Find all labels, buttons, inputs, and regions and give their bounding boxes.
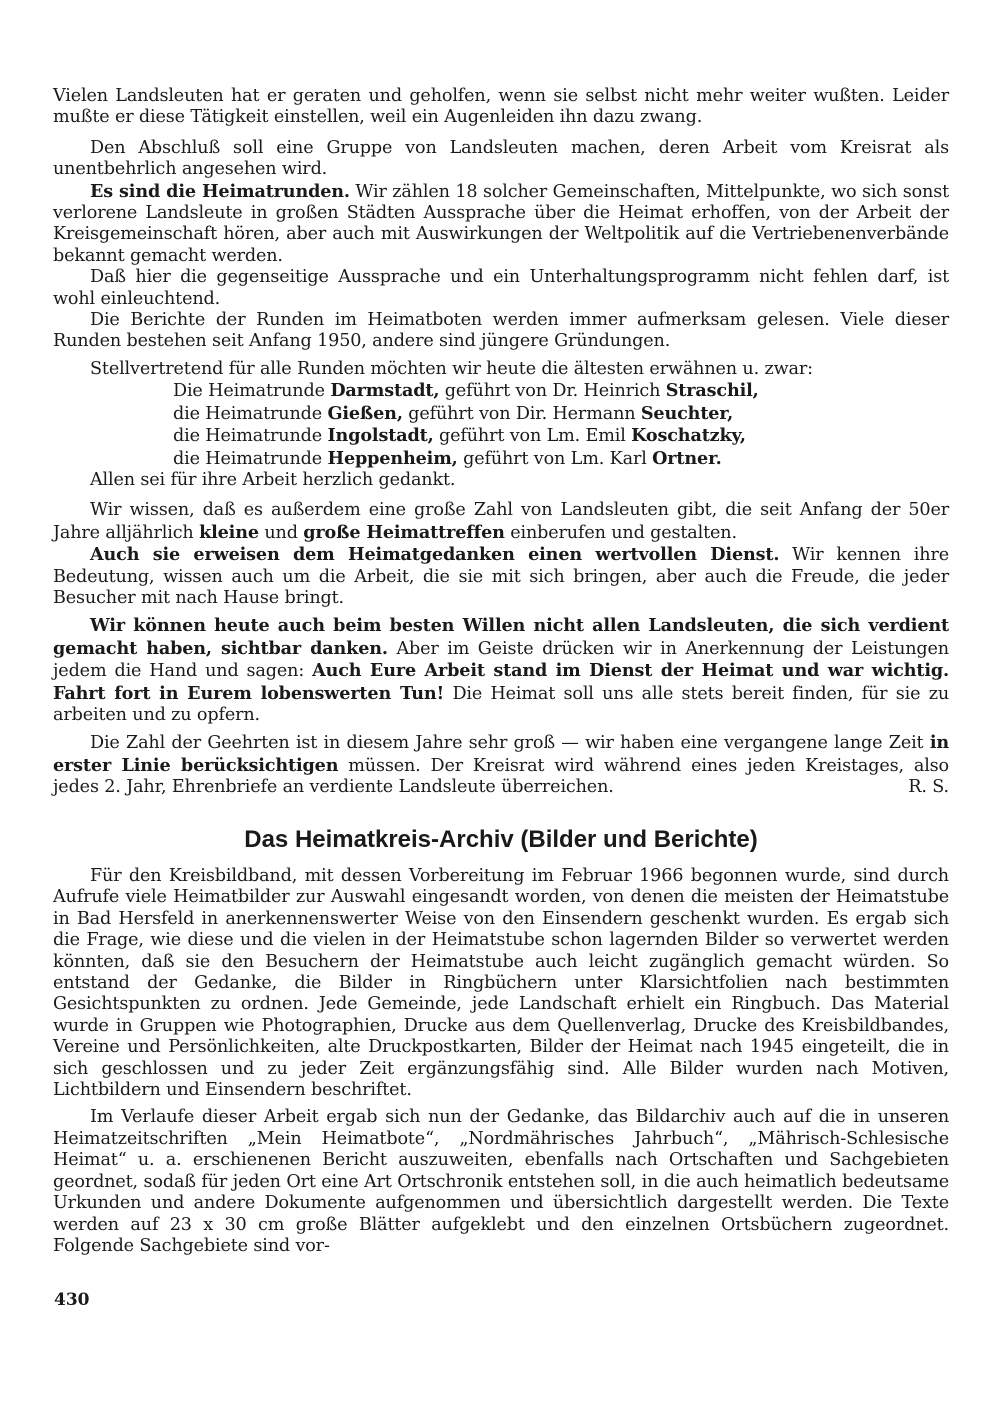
list-item: die Heimatrunde Heppenheim, geführt von Lm. Karl Ortner. xyxy=(173,447,722,469)
paragraph: Allen sei für ihre Arbeit herzlich gedankt. xyxy=(90,469,456,490)
list-item: die Heimatrunde Ingolstadt, geführt von Lm. Emil Koschatzky, xyxy=(173,425,746,447)
paragraph: Daß hier die gegenseitige Aussprache und ein Unterhaltungsprogramm nicht fehlen darf, ist wohl einleuchtend. xyxy=(53,267,949,309)
paragraph: Die Berichte der Runden im Heimatboten werden immer aufmerksam gelesen. Viele dieser Runden bestehen seit Anfang 1950, andere sind jüngere Gründungen. xyxy=(53,310,949,352)
text: Wir zählen 18 solcher Gemeinschaften, Mittelpunkte, wo sich sonst verlorene Landsleute in großen Städten Aussprache über die Heimat erhoffen, von der Arbeit der Kreisgemeinschaft hören, aber auch mit Auswirkungen der Weltpolitik auf die Vertriebenenverbände bekannt gemacht werden. xyxy=(53,181,949,266)
paragraph: Vielen Landsleuten hat er geraten und geholfen, wenn sie selbst nicht mehr weiter wußten. Leider mußte er diese Tätigkeit einstellen, weil ein Augenleiden ihn dazu zwang. xyxy=(53,86,949,128)
bold-text: Es sind die Heimatrunden. xyxy=(90,180,350,202)
paragraph: Den Abschluß soll eine Gruppe von Landsleuten machen, deren Arbeit vom Kreisrat als unentbehrlich angesehen wird. xyxy=(53,137,949,180)
paragraph: Wir wissen, daß es außerdem eine große Zahl von Landsleuten gibt, die seit Anfang der 50er Jahre alljährlich kleine und große Heimattreffen einberufen und gestalten. xyxy=(53,500,949,543)
document-page xyxy=(53,86,949,1257)
paragraph: Im Verlaufe dieser Arbeit ergab sich nun der Gedanke, das Bildarchiv auch auf die in unseren Heimatzeitschriften „Mein Heimatbote“, „Nordmährisches Jahrbuch“, „Mährisch-Schlesische Heimat“ u. a. erschienenen Bericht auszuweiten, ebenfalls nach Ortschaften und Sachgebieten geordnet, sodaß für jeden Ort eine Art Ortschronik entstehen soll, in die auch heimatlich bedeutsame Urkunden und andere Dokumente aufgenommen und übersichtlich dargestellt werden. Die Texte werden auf 23 x 30 cm große Blätter aufgeklebt und den einzelnen Ortsbüchern zugeordnet. Folgende Sachgebiete sind vor- xyxy=(53,1107,949,1256)
section-heading: Das Heimatkreis-Archiv (Bilder und Berichte) xyxy=(244,825,758,853)
paragraph: Stellvertretend für alle Runden möchten wir heute die ältesten erwähnen u. zwar: xyxy=(90,358,813,379)
rounds-list xyxy=(53,380,949,470)
paragraph: Auch sie erweisen dem Heimatgedanken einen wertvollen Dienst. Wir kennen ihre Bedeutung, wissen auch um die Arbeit, die sie mit sich bringen, aber auch die Freude, die jeder Besucher mit nach Hause bringt. xyxy=(53,544,949,608)
paragraph: Für den Kreisbildband, mit dessen Vorbereitung im Februar 1966 begonnen wurde, sind durch Aufrufe viele Heimatbilder zur Auswahl eingesandt worden, von denen die meisten der Heimatstube in Bad Hersfeld in anerkennenswerter Weise von den Einsendern geschenkt wurden. Es ergab sich die Frage, wie diese und die vielen in der Heimatstube schon lagernden Bilder so verwertet werden könnten, daß sie den Besuchern der Heimatstube auch leicht zugänglich gemacht würden. So entstand der Gedanke, die Bilder in Ringbüchern unter Klarsichtfolien nach bestimmten Gesichtspunkten zu ordnen. Jede Gemeinde, jede Landschaft erhielt ein Ringbuch. Das Material wurde in Gruppen wie Photographien, Drucke aus dem Quellenverlag, Drucke des Kreisbildbandes, Vereine und Persönlichkeiten, alte Druckpostkarten, Bilder der Heimat nach 1945 eingeteilt, die in sich geschlossen und zu jeder Zeit ergänzungsfähig sind. Alle Bilder wurden nach Motiven, Lichtbildern und Einsendern beschriftet. xyxy=(53,866,949,1101)
list-item: die Heimatrunde Gießen, geführt von Dir. Hermann Seuchter, xyxy=(173,402,734,424)
paragraph xyxy=(53,181,949,268)
page-number: 430 xyxy=(54,1290,90,1310)
paragraph: Wir können heute auch beim besten Willen nicht allen Landsleuten, die sich verdient gemacht haben, sichtbar danken. Aber im Geiste drücken wir in Anerkennung der Leistungen jedem die Hand und sagen: Auch Eure Arbeit stand im Dienst der Heimat und war wichtig. Fahrt fort in Eurem lobenswerten Tun! Die Heimat soll uns alle stets bereit finden, für sie zu arbeiten und zu opfern. xyxy=(53,615,949,725)
signature: R. S. xyxy=(908,777,949,798)
list-item: Die Heimatrunde Darmstadt, geführt von Dr. Heinrich Straschil, xyxy=(173,380,759,402)
paragraph: Die Zahl der Geehrten ist in diesem Jahre sehr groß — wir haben eine vergangene lange Zeit in erster Linie berücksichtigen müssen. Der Kreisrat wird während eines jeden Kreistages, also jedes 2. Jahr, Ehrenbriefe an verdiente Landsleute überreichen. R. S. xyxy=(53,732,949,798)
